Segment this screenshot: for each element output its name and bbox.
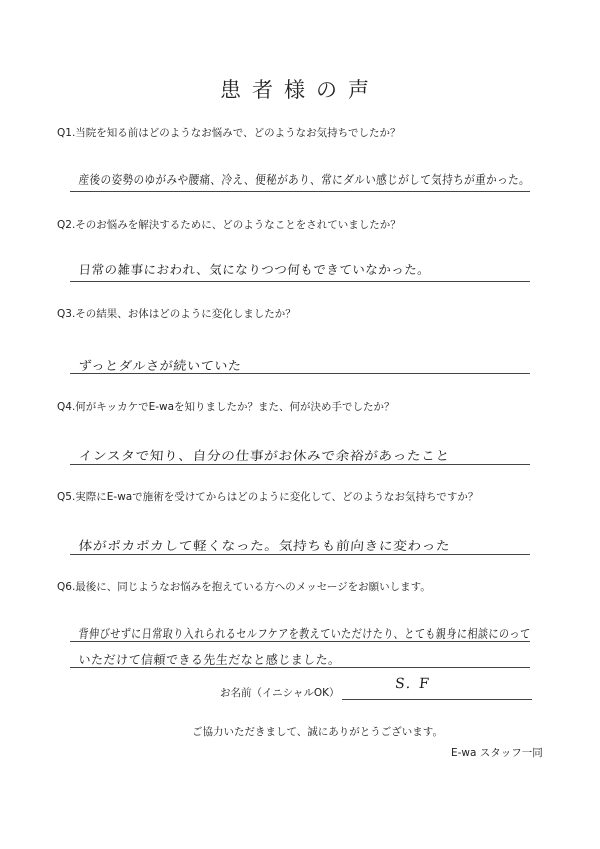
question-5: Q5.実際にE-waで施術を受けてからはどのように変化して、どのようなお気持ちですか？: [57, 491, 479, 503]
answer-6-line-1: [70, 641, 530, 642]
page-title: 患者様の声: [220, 78, 380, 102]
question-1: Q1.当院を知る前はどのようなお悩みで、どのようなお気持ちでしたか？: [57, 127, 401, 139]
staff-signature: E-wa スタッフ一同: [451, 747, 543, 759]
answer-4-handwriting: インスタで知り、自分の仕事がお休みで余裕があったこと: [78, 448, 451, 463]
name-line: [342, 699, 532, 700]
answer-5-line: [70, 554, 530, 555]
thanks-message: ご協力いただきまして、誠にありがとうございます。: [192, 726, 443, 738]
answer-5-handwriting: 体がポカポカして軽くなった。気持ちも前向きに変わった: [78, 538, 451, 553]
answer-6-handwriting-line-2: いただけて信頼できる先生だなと感じました。: [78, 652, 342, 667]
answer-6-handwriting-line-1: 背伸びせずに日常取り入れられるセルフケアを教えていただけたり、とても親身に相談にのって: [78, 626, 531, 641]
question-2: Q2.そのお悩みを解決するために、どのようなことをされていましたか？: [57, 219, 401, 231]
answer-3-handwriting: ずっとダルさが続いていた: [78, 358, 243, 373]
name-label: お名前（イニシャルOK）: [220, 687, 340, 699]
answer-1-handwriting: 産後の姿勢のゆがみや腰痛、冷え、便秘があり、常にダルい感じがして気持ちが重かった。: [78, 172, 531, 187]
answer-6-line-2: [70, 667, 530, 668]
name-value-handwriting: S. F: [394, 676, 432, 692]
answer-3-line: [70, 373, 530, 374]
question-4: Q4.何がキッカケでE-waを知りましたか？また、何が決め手でしたか？: [57, 401, 395, 413]
question-3: Q3.その結果、お体はどのように変化しましたか？: [57, 308, 296, 320]
answer-1-line: [70, 191, 530, 192]
answer-4-line: [70, 464, 530, 465]
answer-2-handwriting: 日常の雑事におわれ、気になりつつ何もできていなかった。: [78, 262, 431, 277]
answer-2-line: [70, 281, 530, 282]
question-6: Q6.最後に、同じようなお悩みを抱えている方へのメッセージをお願いします。: [57, 581, 431, 593]
